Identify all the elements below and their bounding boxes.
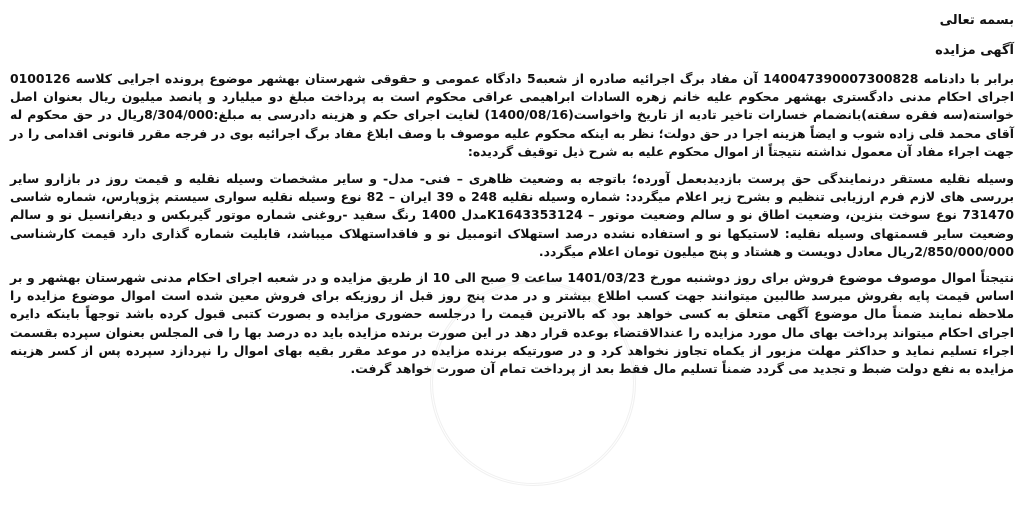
- basmala-heading: بسمه تعالی: [939, 13, 1014, 28]
- paragraph-auction-terms: نتیجتاً اموال موصوف موضوع فروش برای روز دوشنبه مورخ 1401/03/23 ساعت 9 صبح الی 10 از طریق مزایده و در شعبه اجرای احکام مدنی شهرستان بهشهر و بر اساس قیمت پایه بفروش میرسد طالبین میتوانند جهت کسب اطلاع بیشتر و در مدت پنج روز قبل از روزیکه برای فروش معین شده است اموال موضوع مزایده را ملاحظه نمایند ضمناً مال موضوع آگهی متعلق به کسی خواهد بود که بالاترین قیمت را درجلسه حضوری مزایده و بصورت کتبی قبول کرده باشد توجهاً باینکه دایره اجرای احکام میتواند پرداخت بهای مال مورد مزایده را عندالاقتضاء بوعده قرار دهد در این صورت برنده مزایده باید ده درصد بها را فی المجلس بعنوان سپرده بقسمت اجراء تسلیم نماید و حداکثر مهلت مزبور از یکماه تجاوز نخواهد کرد و در صورتیکه برنده مزایده در موعد مقرر بقیه بهای اموال را نپردازد سپرده پس از کسر هزینه مزایده به نفع دولت ضبط و تجدید می گردد ضمناً تسلیم مال فقط بعد از پرداخت تمام آن صورت خواهد گرفت.: [10, 270, 1014, 377]
- paragraph-judgment: برابر با دادنامه 140047390007300828 آن مفاد برگ اجرائیه صادره از شعبه5 دادگاه عمومی و حقوقی شهرستان بهشهر موضوع پرونده اجرایی کلاسه 0100126 اجرای احکام مدنی دادگستری بهشهر محکوم علیه خانم زهره السادات ابراهیمی عراقی محکوم است به پرداخت مبلغ دو میلیارد و پانصد میلیون ریال بعنوان اصل خواسته(سه فقره سفته)بانضمام خسارات تاخیر تادیه از تاریخ واخواست(1400/08/16) لغایت اجرای حکم و هزینه دادرسی به مبلغ:8/304/000ریال در حق محکوم له آقای محمد قلی زاده شوب و ایضاً هزینه اجرا در حق دولت؛ نظر به اینکه محکوم علیه موصوف با وصف ابلاغ مفاد برگ اجرائیه بوی در فرجه مقرر قانونی اقدامی را در جهت اجراء مفاد آن معمول نداشته نتیجتاً از اموال محکوم علیه به شرح ذیل توقیف گردیده:: [10, 71, 1015, 159]
- notice-title: آگهی مزایده: [935, 43, 1014, 58]
- paragraph-vehicle: وسیله نقلیه مستقر درنمایندگی حق پرست بازدیدبعمل آورده؛ باتوجه به وضعیت ظاهری – فنی- مدل- و سایر مشخصات وسیله نقلیه و قیمت روز در بازارو سایر بررسی های لازم فرم ارزیابی تنظیم و بشرح زیر اعلام میگردد: شماره وسیله نقلیه 248 ه 39 ایران – 82 نوع وسیله نقلیه سواری سیستم پژوپارس، شماره شاسی 731470 نوع سوخت بنزین، وضعیت اطاق نو و سالم وضعیت موتور – K1643353124مدل 1400 رنگ سفید -روغنی شماره موتور گیربکس و دیفرانسیل نو و سالم وضعیت سایر قسمتهای وسیله نقلیه: لاستیکها نو و استفاده نشده درصد استهلاک اتومبیل نو و فاقداستهلاک میباشد، قابلیت شماره گذاری دارد قیمت کارشناسی 2/850/000/000ریال معادل دویست و هشتاد و پنج میلیون تومان اعلام میگردد.: [10, 171, 1015, 259]
